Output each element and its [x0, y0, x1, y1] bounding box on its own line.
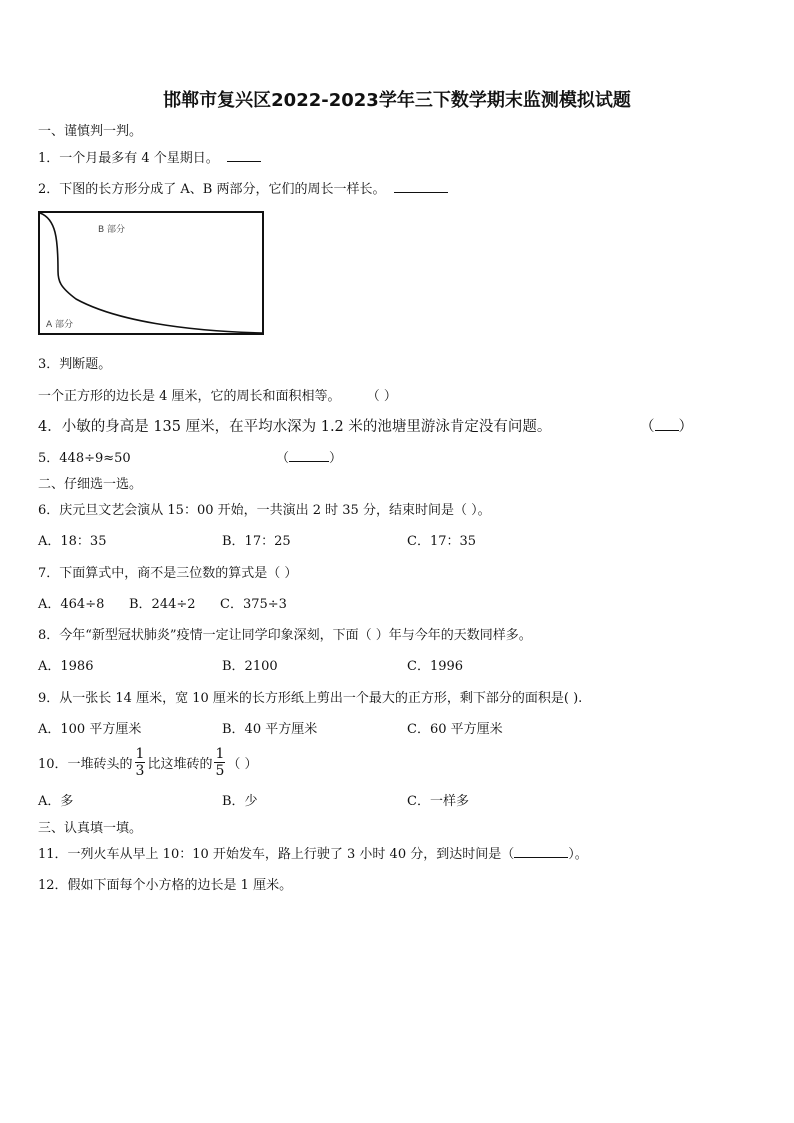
option-9b[interactable]: B．40 平方厘米: [222, 722, 318, 737]
section-heading-2: 二、仔细选一选。: [38, 477, 143, 492]
paren-right: ）: [678, 419, 693, 435]
option-7b[interactable]: B．244÷2: [129, 597, 196, 612]
question-10-text-b: 比这堆砖的: [147, 756, 213, 772]
question-11-text: 11．一列火车从早上 10：10 开始发车，路上行驶了 3 小时 40 分，到达时间是（: [38, 847, 515, 862]
label-part-b: B 部分: [98, 225, 126, 235]
fraction-numerator: 1: [215, 745, 225, 762]
fraction-one-fifth: [214, 746, 225, 779]
question-2-text: 2．下图的长方形分成了 A、B 两部分，它们的周长一样长。: [38, 182, 386, 197]
question-12: 12．假如下面每个小方格的边长是 1 厘米。: [38, 878, 293, 893]
question-10-text-a: 10．一堆砖头的: [38, 756, 133, 772]
question-11-end: ）。: [568, 847, 588, 862]
question-6: 6．庆元旦文艺会演从 15：00 开始，一共演出 2 时 35 分，结束时间是（ ）。: [38, 503, 491, 518]
question-10: [38, 742, 258, 782]
question-5: 5．448÷9≈50: [38, 451, 131, 466]
answer-paren-3[interactable]: （ ）: [366, 389, 397, 404]
question-2: [38, 178, 448, 197]
option-8a[interactable]: A．1986: [38, 659, 94, 674]
fraction-denominator: 3: [135, 762, 145, 779]
answer-paren-10[interactable]: （ ）: [227, 756, 258, 772]
fraction-one-third: [135, 746, 146, 779]
option-10a[interactable]: A．多: [38, 794, 74, 809]
option-8b[interactable]: B．2100: [222, 659, 278, 674]
answer-blank-2[interactable]: [394, 180, 448, 193]
question-11: [38, 843, 588, 862]
paren-left: （: [276, 451, 290, 466]
option-6c[interactable]: C．17：35: [407, 534, 477, 549]
option-6a[interactable]: A．18：35: [38, 534, 107, 549]
answer-paren-4[interactable]: [640, 415, 693, 436]
answer-blank-5[interactable]: [289, 449, 329, 462]
question-7: 7．下面算式中，商不是三位数的算式是（ ）: [38, 566, 298, 581]
paren-left: （: [640, 419, 655, 435]
option-9c[interactable]: C．60 平方厘米: [407, 722, 503, 737]
option-10b[interactable]: B．少: [222, 794, 258, 809]
question-3: 3．判断题。: [38, 357, 112, 372]
option-7a[interactable]: A．464÷8: [38, 597, 105, 612]
label-part-a: A 部分: [46, 320, 74, 330]
rectangle-figure: [36, 209, 266, 337]
section-heading-1: 一、谨慎判一判。: [38, 124, 143, 139]
fraction-numerator: 1: [135, 745, 145, 762]
question-1-text: 1．一个月最多有 4 个星期日。: [38, 151, 219, 166]
question-8: 8．今年“新型冠状肺炎”疫情一定让同学印象深刻，下面（ ）年与今年的天数同样多。: [38, 628, 532, 643]
section-heading-3: 三、认真填一填。: [38, 821, 143, 836]
answer-paren-5[interactable]: [276, 447, 342, 466]
option-10c[interactable]: C．一样多: [407, 794, 469, 809]
page-title: 邯郸市复兴区2022-2023学年三下数学期末监测模拟试题: [163, 90, 631, 111]
question-1: [38, 147, 261, 166]
answer-blank-1[interactable]: [227, 149, 261, 162]
answer-blank-11[interactable]: [514, 845, 568, 858]
question-4: 4．小敏的身高是 135 厘米，在平均水深为 1.2 米的池塘里游泳肯定没有问题。: [38, 419, 552, 435]
option-9a[interactable]: A．100 平方厘米: [38, 722, 142, 737]
question-9: 9．从一张长 14 厘米，宽 10 厘米的长方形纸上剪出一个最大的正方形，剩下部分的面积是( ).: [38, 691, 583, 706]
answer-blank-4[interactable]: [655, 418, 679, 431]
option-8c[interactable]: C．1996: [407, 659, 464, 674]
question-3-body: [38, 385, 397, 404]
option-6b[interactable]: B．17：25: [222, 534, 291, 549]
fraction-denominator: 5: [215, 762, 225, 779]
question-3-body-text: 一个正方形的边长是 4 厘米，它的周长和面积相等。: [38, 389, 341, 404]
paren-right: ）: [329, 451, 343, 466]
option-7c[interactable]: C．375÷3: [220, 597, 287, 612]
